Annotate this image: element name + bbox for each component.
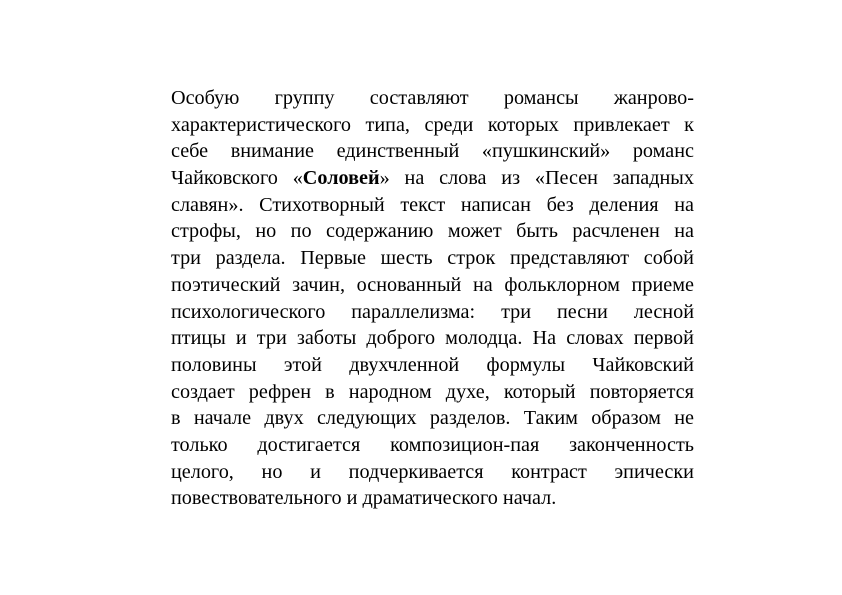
word: приеме [631,273,694,296]
body-paragraph [171,85,694,512]
word: шесть [380,247,433,270]
word: создает [171,380,235,403]
word: может [447,220,502,243]
word: раздела. [215,247,286,270]
word: двухчленной [349,353,460,376]
paragraph-line [171,405,694,432]
word: характеристического [171,113,351,136]
word-segment: «Песен [534,167,598,190]
word: повторяется [589,380,694,403]
word: деления [589,193,659,216]
word: на [472,273,493,296]
paragraph-line [171,138,694,165]
word-segment: из [501,167,521,190]
word: «пушкинский» [481,140,611,163]
word: этой [283,353,322,376]
word: внимание [230,140,315,163]
word: только [171,433,228,456]
paragraph-line [171,245,694,272]
word: двух [264,407,304,430]
word [535,165,598,192]
word: по [290,220,312,243]
word: без [546,193,574,216]
word: параллелизма: [351,300,476,323]
word: духе, [445,380,490,403]
word: в [325,380,335,403]
word: зачин, [292,273,346,296]
word: достигается [257,433,361,456]
word: Чайковский [592,353,694,376]
word [293,165,390,192]
word: лесной [633,300,694,323]
word: но [255,220,277,243]
word: молодца. [445,327,523,350]
word: доброго [366,327,436,350]
word-segment: » [379,167,390,190]
word: строфы, [171,220,241,243]
word: привлекает [573,113,670,136]
word: быть [516,220,558,243]
word [613,165,694,192]
paragraph-line [171,192,694,219]
word: романсы [503,87,579,109]
word-segment: слова [439,167,487,190]
word: и [310,460,321,483]
word: к [684,113,694,136]
word: три [171,247,201,270]
word [439,165,486,192]
paragraph-line [171,485,694,512]
word: Первые [300,247,366,270]
word [405,165,425,192]
word: группу [274,87,335,109]
word: драматического [362,487,498,510]
word: контраст [511,460,587,483]
word: три [256,327,287,350]
word-segment: на [404,167,425,190]
word: расчленен [572,220,660,243]
word: Особую [171,87,240,109]
word: содержанию [326,220,434,243]
word: Стихотворный [259,193,385,216]
paragraph-line [171,352,694,379]
word: заботы [296,327,357,350]
word: собой [643,247,694,270]
word: на [674,220,694,243]
word: поэтический [171,273,281,296]
word: фольклорном [504,273,620,296]
word: начал. [502,487,557,510]
word: повествовательного [171,487,342,510]
word: песни [557,300,608,323]
word: образом [591,407,661,430]
word: формулы [486,353,566,376]
paragraph-line [171,432,694,459]
word: первой [633,327,694,350]
word: среди [424,113,474,136]
word: следующих [316,407,417,430]
word: половины [171,353,257,376]
paragraph-line [171,325,694,352]
word: птицы [171,327,226,350]
word: основанный [356,273,462,296]
word: себе [171,140,209,163]
word: три [501,300,532,323]
paragraph-line [171,218,694,245]
word: написан [460,193,531,216]
word: народном [348,380,432,403]
paragraph-line [171,85,694,112]
word: начале [193,407,252,430]
paragraph-line [171,459,694,486]
word: не [674,407,694,430]
bold-title-word: Соловей [302,167,380,190]
word [171,165,278,192]
word: целого, [171,460,234,483]
word: единственный [336,140,460,163]
word: законченность [569,433,694,456]
word-segment: Чайковского [171,167,278,190]
word: представляют [509,247,630,270]
paragraph-line [171,272,694,299]
word: На [532,327,557,350]
word: словах [566,327,624,350]
word: психологического [171,300,326,323]
word: на [674,193,694,216]
word: эпически [614,460,694,483]
word: славян». [171,193,244,216]
word: строк [447,247,496,270]
word: типа, [365,113,410,136]
word: в [171,407,181,430]
paragraph-line [171,379,694,406]
word-segment: « [292,167,303,190]
paragraph-line [171,112,694,139]
word: и [235,327,247,350]
word: составляют [369,87,469,109]
word: но [261,460,283,483]
word: композицион-пая [390,433,540,456]
paragraph-line [171,165,694,192]
word: и [346,487,358,510]
word: романс [632,140,694,163]
paragraph-line [171,299,694,326]
word: который [503,380,576,403]
word: разделов. [429,407,511,430]
word: подчеркивается [348,460,484,483]
word: которых [487,113,559,136]
word-segment: западных [612,167,694,190]
word [501,165,520,192]
word: рефрен [248,380,312,403]
word: Таким [523,407,578,430]
word: текст [400,193,446,216]
word: жанрово- [613,87,694,109]
